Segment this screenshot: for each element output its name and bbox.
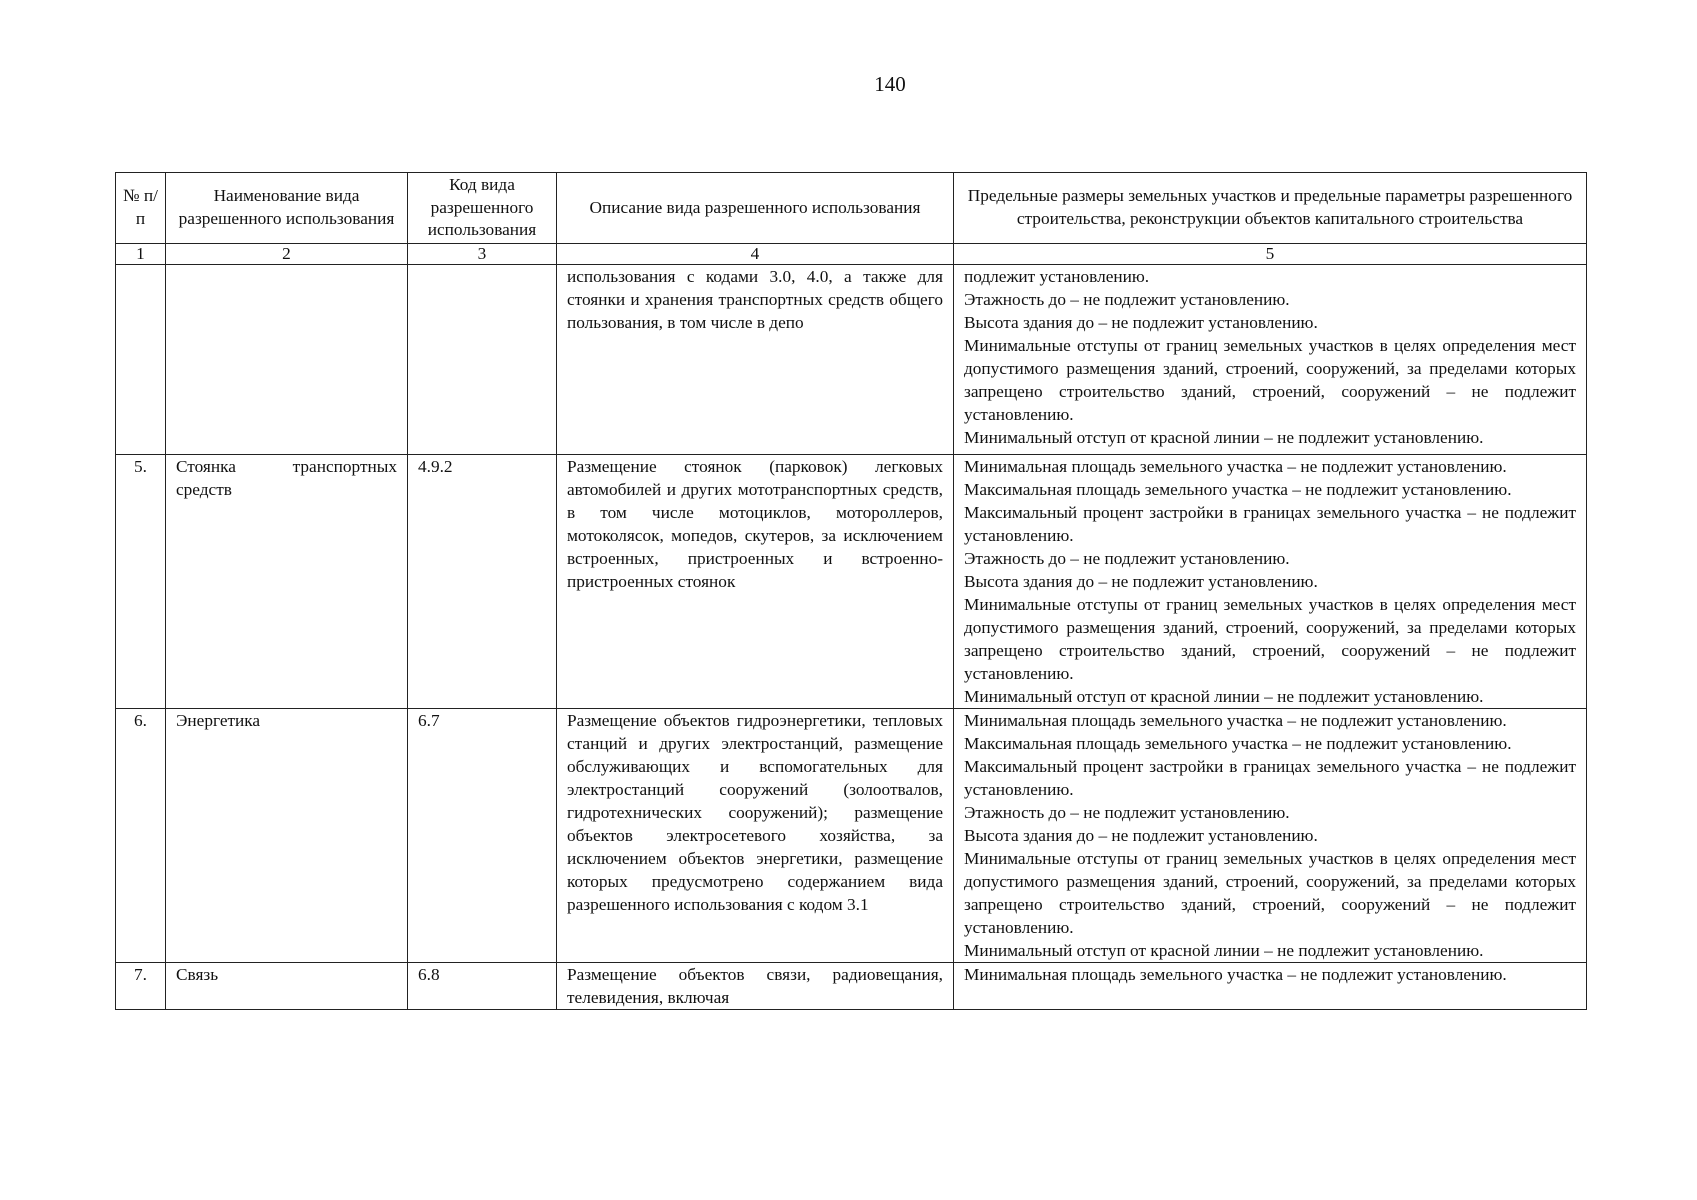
param-line: Максимальная площадь земельного участка – не подлежит установлению. — [964, 479, 1512, 499]
row-name — [166, 264, 408, 454]
row-params — [954, 962, 1587, 1009]
column-number: 3 — [408, 243, 557, 264]
header-number: № п/п — [116, 173, 166, 244]
row-description: Размещение объектов гидроэнергетики, тепловых станций и других электростанций, размещение обслуживающих и вспомогательных для электростанций сооружений (золоотвалов, гидротехнических сооружений); размещение объектов электросетевого хозяйства, за исключением объектов энергетики, размещение которых предусмотрено содержанием вида разрешенного использования с кодом 3.1 — [557, 708, 954, 962]
param-line: Этажность до – не подлежит установлению. — [964, 548, 1290, 568]
header-description: Описание вида разрешенного использования — [557, 173, 954, 244]
column-number: 1 — [116, 243, 166, 264]
table-header-row — [116, 173, 1587, 244]
param-line: Минимальный отступ от красной линии – не подлежит установлению. — [964, 427, 1484, 447]
column-number: 2 — [166, 243, 408, 264]
param-line: Высота здания до – не подлежит установлению. — [964, 571, 1318, 591]
header-params: Предельные размеры земельных участков и предельные параметры разрешенного строительства, реконструкции объектов капитального строительства — [954, 173, 1587, 244]
param-line: Высота здания до – не подлежит установлению. — [964, 312, 1318, 332]
row-code: 6.7 — [408, 708, 557, 962]
row-name: Связь — [166, 962, 408, 1009]
row-params — [954, 454, 1587, 708]
page-number: 140 — [874, 72, 906, 96]
param-line: Минимальные отступы от границ земельных участков в целях определения мест допустимого размещения зданий, строений, сооружений, за пределами которых запрещено строительство зданий, строений, сооружений – не подлежит установлению. — [964, 848, 1576, 937]
row-description: Размещение объектов связи, радиовещания, телевидения, включая — [557, 962, 954, 1009]
row-number: 7. — [116, 962, 166, 1009]
param-line: Минимальная площадь земельного участка – не подлежит установлению. — [964, 710, 1507, 730]
header-code: Код вида разрешенного использования — [408, 173, 557, 244]
row-description: использования с кодами 3.0, 4.0, а также для стоянки и хранения транспортных средств общего пользования, в том числе в депо — [557, 264, 954, 454]
param-line: Минимальный отступ от красной линии – не подлежит установлению. — [964, 686, 1484, 706]
row-code: 4.9.2 — [408, 454, 557, 708]
row-description: Размещение стоянок (парковок) легковых автомобилей и других мототранспортных средств, в том числе мотоциклов, мотороллеров, мотоколясок, мопедов, скутеров, за исключением встроенных, пристроенных и встроенно-пристроенных стоянок — [557, 454, 954, 708]
table-row — [116, 708, 1587, 962]
param-line: Минимальный отступ от красной линии – не подлежит установлению. — [964, 940, 1484, 960]
row-code — [408, 264, 557, 454]
row-number: 6. — [116, 708, 166, 962]
param-line: подлежит установлению. — [964, 266, 1150, 286]
row-number: 5. — [116, 454, 166, 708]
param-line: Минимальная площадь земельного участка – не подлежит установлению. — [964, 456, 1507, 476]
table-row — [116, 454, 1587, 708]
param-line: Максимальный процент застройки в границах земельного участка – не подлежит установлению. — [964, 502, 1576, 545]
param-line: Минимальная площадь земельного участка – не подлежит установлению. — [964, 964, 1507, 984]
row-name: Энергетика — [166, 708, 408, 962]
table-row — [116, 264, 1587, 454]
column-number-row — [116, 243, 1587, 264]
param-line: Этажность до – не подлежит установлению. — [964, 289, 1290, 309]
column-number: 5 — [954, 243, 1587, 264]
param-line: Этажность до – не подлежит установлению. — [964, 802, 1290, 822]
param-line: Минимальные отступы от границ земельных участков в целях определения мест допустимого размещения зданий, строений, сооружений, за пределами которых запрещено строительство зданий, строений, сооружений – не подлежит установлению. — [964, 594, 1576, 683]
param-line: Максимальный процент застройки в границах земельного участка – не подлежит установлению. — [964, 756, 1576, 799]
row-params — [954, 708, 1587, 962]
row-params — [954, 264, 1587, 454]
param-line: Максимальная площадь земельного участка – не подлежит установлению. — [964, 733, 1512, 753]
land-use-table — [115, 172, 1587, 1010]
row-number — [116, 264, 166, 454]
row-code: 6.8 — [408, 962, 557, 1009]
header-name: Наименование вида разрешенного использования — [166, 173, 408, 244]
column-number: 4 — [557, 243, 954, 264]
param-line: Высота здания до – не подлежит установлению. — [964, 825, 1318, 845]
table-row — [116, 962, 1587, 1009]
param-line: Минимальные отступы от границ земельных участков в целях определения мест допустимого размещения зданий, строений, сооружений, за пределами которых запрещено строительство зданий, строений, сооружений – не подлежит установлению. — [964, 335, 1576, 424]
row-name: Стоянка транспортных средств — [166, 454, 408, 708]
